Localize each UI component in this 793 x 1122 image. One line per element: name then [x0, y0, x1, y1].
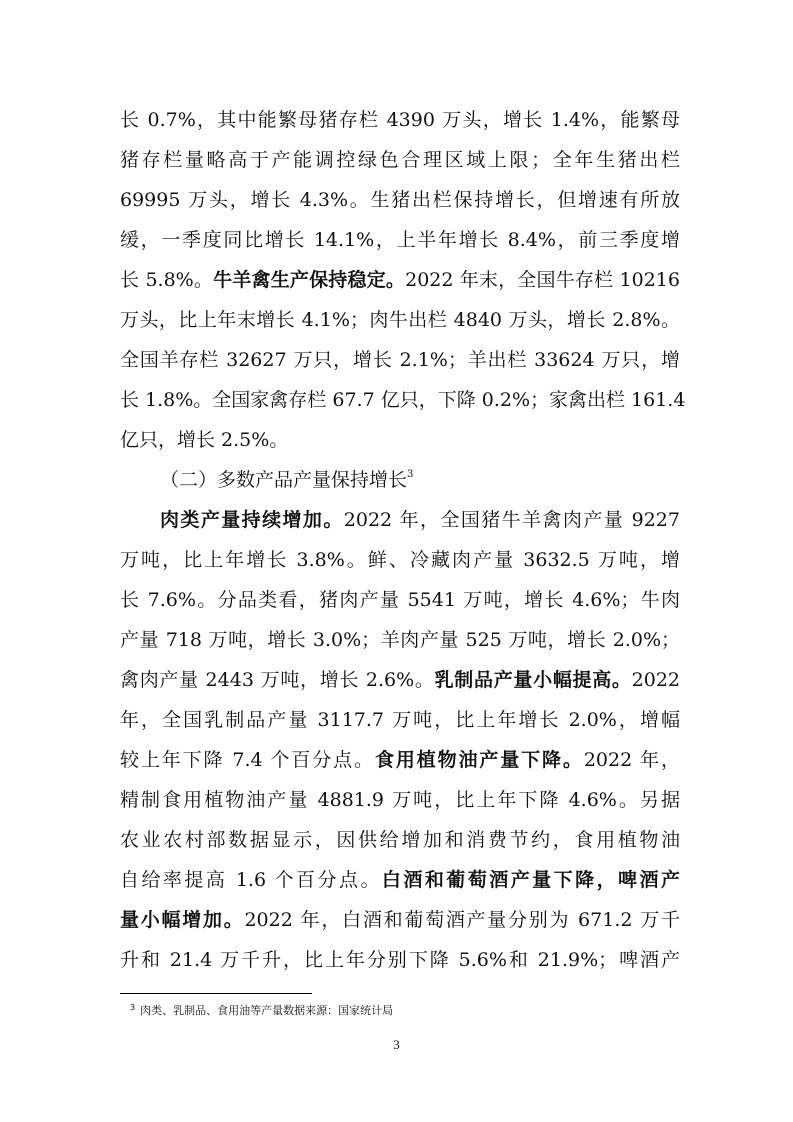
paragraph-2-line-11-text-b: 2022 年，白酒和葡萄酒产量分别为 671.2 万千 — [244, 909, 680, 931]
paragraph-2-line-7-text-c: 2022 年， — [583, 749, 680, 771]
paragraph-2-line-1 — [160, 500, 680, 540]
paragraph-1-line-6: 万头，比上年末增长 4.1%；肉牛出栏 4840 万头，增长 2.8%。 — [120, 309, 680, 331]
bold-topic-liquor-wine-beer-b: 量小幅增加。 — [120, 909, 245, 931]
paragraph-1-line-5-text-a: 长 5.8%。 — [120, 269, 214, 291]
bold-topic-meat-output: 肉类产量持续增加。 — [160, 509, 344, 531]
paragraph-1-line-4: 缓，一季度同比增长 14.1%，上半年增长 8.4%，前三季度增 — [120, 229, 680, 251]
paragraph-2-line-5-text-c: 2022 — [631, 669, 680, 691]
paragraph-2-line-6: 年，全国乳制品产量 3117.7 万吨，比上年增长 2.0%，增幅 — [120, 709, 680, 731]
paragraph-2-line-11 — [120, 900, 680, 940]
paragraph-2-line-7 — [120, 740, 680, 780]
footnote-text: 肉类、乳制品、食用油等产量数据来源：国家统计局 — [140, 1004, 394, 1017]
bold-topic-liquor-wine-beer-a: 白酒和葡萄酒产量下降，啤酒产 — [381, 869, 680, 891]
footnote-marker: 3 — [130, 1003, 136, 1012]
footnote — [130, 1003, 393, 1019]
paragraph-1-line-8: 长 1.8%。全国家禽存栏 67.7 亿只，下降 0.2%；家禽出栏 161.4 — [120, 389, 686, 411]
paragraph-1-line-1: 长 0.7%，其中能繁母猪存栏 4390 万头，增长 1.4%，能繁母 — [120, 109, 680, 131]
paragraph-1-line-3: 69995 万头，增长 4.3%。生猪出栏保持增长，但增速有所放 — [120, 189, 680, 211]
paragraph-1-line-9: 亿只，增长 2.5%。 — [120, 429, 289, 451]
section-heading-text: （二）多数产品产量保持增长 — [160, 469, 408, 491]
paragraph-2-line-5-text-a: 禽肉产量 2443 万吨，增长 2.6%。 — [120, 669, 435, 691]
paragraph-2-line-8: 精制食用植物油产量 4881.9 万吨，比上年下降 4.6%。另据 — [120, 789, 680, 811]
paragraph-2-line-1-text-b: 2022 年，全国猪牛羊禽肉产量 9227 — [343, 509, 680, 531]
paragraph-2-line-7-text-a: 较上年下降 7.4 个百分点。 — [120, 749, 375, 771]
paragraph-1-line-2: 猪存栏量略高于产能调控绿色合理区域上限；全年生猪出栏 — [120, 149, 680, 171]
bold-topic-dairy-output: 乳制品产量小幅提高。 — [434, 669, 632, 691]
paragraph-2-line-9: 农业农村部数据显示，因供给增加和消费节约，食用植物油 — [120, 829, 680, 851]
section-heading — [160, 460, 413, 500]
paragraph-1-line-7: 全国羊存栏 32627 万只，增长 2.1%；羊出栏 33624 万只，增 — [120, 349, 680, 371]
paragraph-2-line-10 — [120, 860, 680, 900]
footnote-divider — [120, 993, 312, 994]
page-number: 3 — [393, 1037, 400, 1052]
paragraph-2-line-3: 长 7.6%。分品类看，猪肉产量 5541 万吨，增长 4.6%；牛肉 — [120, 589, 680, 611]
bold-topic-cattle-sheep-poultry: 牛羊禽生产保持稳定。 — [213, 269, 406, 291]
paragraph-2-line-2: 万吨，比上年增长 3.8%。鲜、冷藏肉产量 3632.5 万吨，增 — [120, 549, 680, 571]
paragraph-2-line-10-text-a: 自给率提高 1.6 个百分点。 — [120, 869, 382, 891]
paragraph-2-line-5 — [120, 660, 680, 700]
bold-topic-edible-oil-output: 食用植物油产量下降。 — [374, 749, 584, 771]
paragraph-1-line-5 — [120, 260, 680, 300]
paragraph-2-line-12: 升和 21.4 万千升，比上年分别下降 5.6%和 21.9%；啤酒产 — [120, 949, 680, 971]
paragraph-1-line-5-text-c: 2022 年末，全国牛存栏 10216 — [405, 269, 680, 291]
paragraph-2-line-4: 产量 718 万吨，增长 3.0%；羊肉产量 525 万吨，增长 2.0%； — [120, 629, 680, 651]
footnote-reference: 3 — [407, 469, 414, 480]
